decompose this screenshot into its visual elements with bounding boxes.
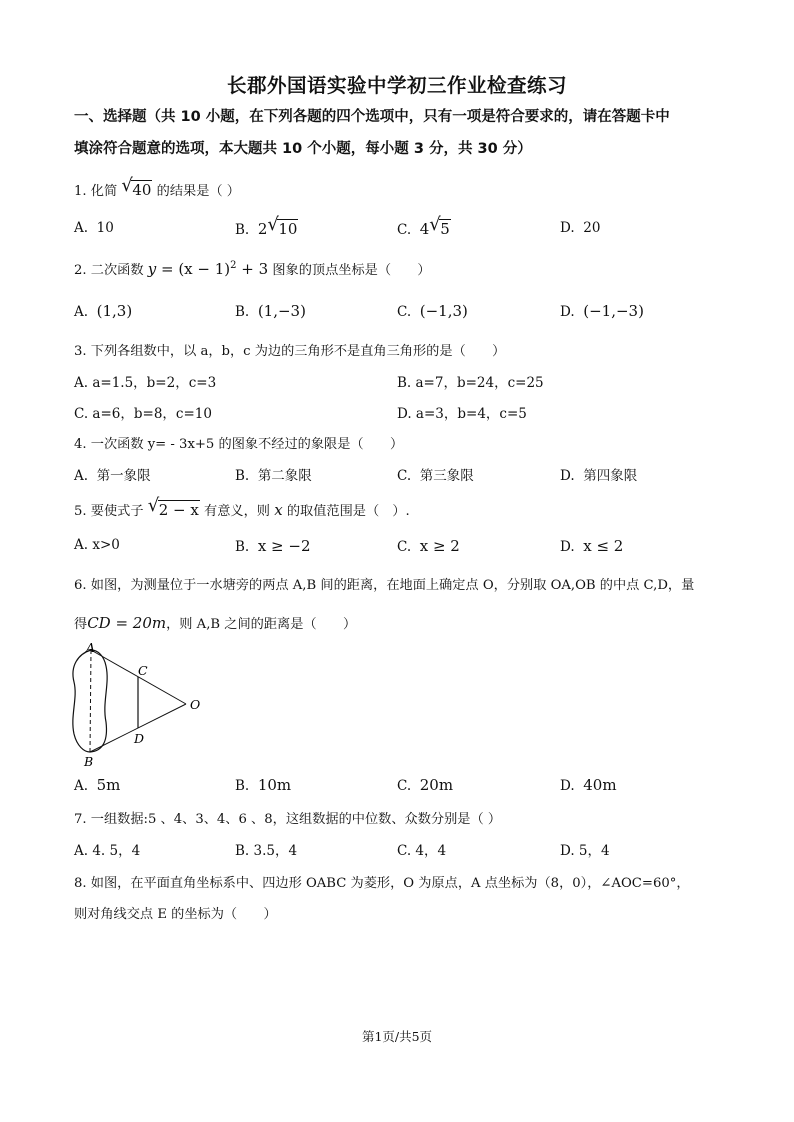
option-label: D.	[560, 304, 575, 320]
q6-cd-length: CD = 20m	[87, 614, 167, 632]
label-b: B	[84, 754, 94, 769]
option-label: B.	[235, 539, 250, 555]
option-label: C.	[397, 539, 412, 555]
option-value: x ≥ 2	[419, 537, 460, 555]
question-8-line-1: 8. 如图，在平面直角坐标系中、四边形 OABC 为菱形，O 为原点，A 点坐标为（8，0），∠AOC=60°，	[74, 876, 690, 891]
q2-option-d[interactable]	[560, 302, 644, 320]
label-c: C	[138, 663, 148, 678]
option-value: 10	[96, 220, 114, 236]
radical-sign-icon: √	[121, 175, 133, 196]
option-value: x ≥ −2	[257, 537, 311, 555]
q5-suffix-a: 有意义，则	[204, 504, 270, 519]
q5-variable: x	[274, 501, 283, 519]
option-label: A.	[74, 220, 89, 236]
q2-prefix: 2. 二次函数	[74, 263, 144, 278]
label-d: D	[134, 731, 145, 746]
q3-option-d[interactable]: D. a=3，b=4，c=5	[397, 406, 527, 422]
q2-option-c[interactable]	[397, 302, 468, 320]
option-label: D.	[560, 468, 575, 484]
q7-option-a[interactable]: A. 4. 5，4	[74, 843, 141, 859]
q6-option-d[interactable]	[560, 776, 617, 794]
question-6-line-2	[74, 613, 356, 632]
option-value: 第四象限	[583, 468, 638, 484]
q1-suffix: 的结果是（ ）	[156, 184, 240, 199]
question-6-line-1: 6. 如图，为测量位于一水塘旁的两点 A,B 间的距离，在地面上确定点 O，分别取 OA,OB 的中点 C,D，量	[74, 578, 695, 593]
q5-radicand: 2 − x	[158, 501, 199, 519]
option-value: 40m	[583, 776, 617, 794]
option-label: A.	[74, 304, 89, 320]
q1-radical	[121, 175, 152, 199]
option-label: B.	[235, 304, 250, 320]
question-1	[74, 175, 240, 199]
option-value: 第三象限	[419, 468, 474, 484]
option-radicand: 5	[440, 220, 450, 238]
question-5	[74, 495, 410, 519]
q1-prefix: 1. 化简	[74, 184, 118, 199]
radical-sign-icon: √	[267, 214, 279, 235]
question-7: 7. 一组数据:5 、4、3、4、6 、8，这组数据的中位数、众数分别是（ ）	[74, 812, 502, 827]
option-value: (1,−3)	[257, 302, 306, 320]
option-value: (−1,3)	[419, 302, 468, 320]
q2-formula	[148, 260, 268, 278]
q1-b-radical	[267, 214, 298, 238]
q1-option-a[interactable]	[74, 220, 114, 236]
q5-prefix: 5. 要使式子	[74, 504, 144, 519]
option-value: 5m	[96, 776, 121, 794]
q2-suffix: 图象的顶点坐标是（ ）	[272, 263, 431, 278]
option-label: C.	[397, 778, 412, 794]
option-value: 20	[583, 220, 601, 236]
q5-option-d[interactable]	[560, 537, 623, 555]
q6-line2-start: 得	[74, 617, 88, 632]
q4-option-a[interactable]	[74, 464, 151, 484]
option-value: 第二象限	[257, 468, 312, 484]
segment-ab	[90, 650, 91, 752]
q6-line2-end: ，则 A,B 之间的距离是（ ）	[166, 617, 357, 632]
option-label: D.	[560, 220, 575, 236]
option-label: C.	[397, 468, 412, 484]
question-8-line-2: 则对角线交点 E 的坐标为（ ）	[74, 907, 277, 922]
option-coefficient: 2	[257, 220, 268, 238]
q2-option-b[interactable]	[235, 302, 306, 320]
radical-sign-icon: √	[429, 214, 441, 235]
page-footer: 第1页/共5页	[361, 1029, 433, 1044]
q2-formula-lhs: y	[147, 260, 157, 278]
q5-option-c[interactable]	[397, 537, 460, 555]
option-value: (−1,−3)	[583, 302, 644, 320]
q3-option-a[interactable]: A. a=1.5，b=2，c=3	[74, 375, 217, 391]
q6-option-a[interactable]	[74, 776, 120, 794]
q6-option-b[interactable]	[235, 776, 291, 794]
q5-option-a[interactable]: A. x>0	[74, 537, 120, 553]
option-label: B.	[235, 222, 250, 238]
option-label: A.	[74, 778, 89, 794]
q2-formula-exponent: 2	[230, 260, 237, 271]
option-value: 20m	[419, 776, 454, 794]
section-heading-line-2: 填涂符合题意的选项，本大题共 10 个小题，每小题 3 分，共 30 分）	[74, 141, 532, 157]
q2-option-a[interactable]	[74, 302, 132, 320]
q1-option-c[interactable]	[397, 214, 451, 238]
q3-option-c[interactable]: C. a=6，b=8，c=10	[74, 406, 212, 422]
option-value: x ≤ 2	[583, 537, 624, 555]
option-value: 10m	[257, 776, 292, 794]
section-heading-line-1: 一、选择题（共 10 小题，在下列各题的四个选项中，只有一项是符合要求的，请在答题卡中	[74, 109, 670, 125]
option-radicand: 10	[278, 220, 298, 238]
option-label: A.	[74, 468, 89, 484]
question-3: 3. 下列各组数中，以 a，b，c 为边的三角形不是直角三角形的是（ ）	[74, 344, 506, 359]
option-label: B.	[235, 778, 250, 794]
radical-sign-icon: √	[147, 495, 160, 516]
q2-formula-end: + 3	[236, 260, 269, 278]
q1-option-d[interactable]	[560, 220, 600, 236]
pond-figure	[64, 640, 214, 774]
q7-option-b[interactable]: B. 3.5，4	[235, 843, 298, 859]
q5-suffix-b: 的取值范围是（ ）.	[286, 504, 410, 519]
q4-option-b[interactable]	[235, 464, 312, 484]
option-label: C.	[397, 222, 412, 238]
q4-option-d[interactable]	[560, 464, 637, 484]
q1-option-b[interactable]	[235, 214, 298, 238]
option-label: B.	[235, 468, 250, 484]
q6-option-c[interactable]	[397, 776, 453, 794]
label-o: O	[190, 697, 201, 712]
page-title: 长郡外国语实验中学初三作业检查练习	[226, 74, 567, 97]
q2-formula-mid: = (x − 1)	[156, 260, 231, 278]
question-2	[74, 259, 431, 278]
question-4: 4. 一次函数 y= - 3x+5 的图象不经过的象限是（ ）	[74, 437, 404, 452]
option-value: 第一象限	[96, 468, 151, 484]
q3-option-b[interactable]: B. a=7，b=24，c=25	[397, 375, 544, 391]
q1-c-radical	[429, 214, 451, 238]
q7-option-d[interactable]: D. 5，4	[560, 843, 610, 859]
q5-radical	[147, 495, 200, 519]
option-label: C.	[397, 304, 412, 320]
q1-radicand: 40	[132, 181, 152, 199]
q5-option-b[interactable]	[235, 537, 311, 555]
pond-diagram	[64, 640, 214, 770]
q4-option-c[interactable]	[397, 464, 474, 484]
option-label: D.	[560, 539, 575, 555]
option-label: D.	[560, 778, 575, 794]
option-value: (1,3)	[96, 302, 133, 320]
option-coefficient: 4	[419, 220, 430, 238]
label-a: A	[86, 640, 96, 655]
q7-option-c[interactable]: C. 4，4	[397, 843, 447, 859]
